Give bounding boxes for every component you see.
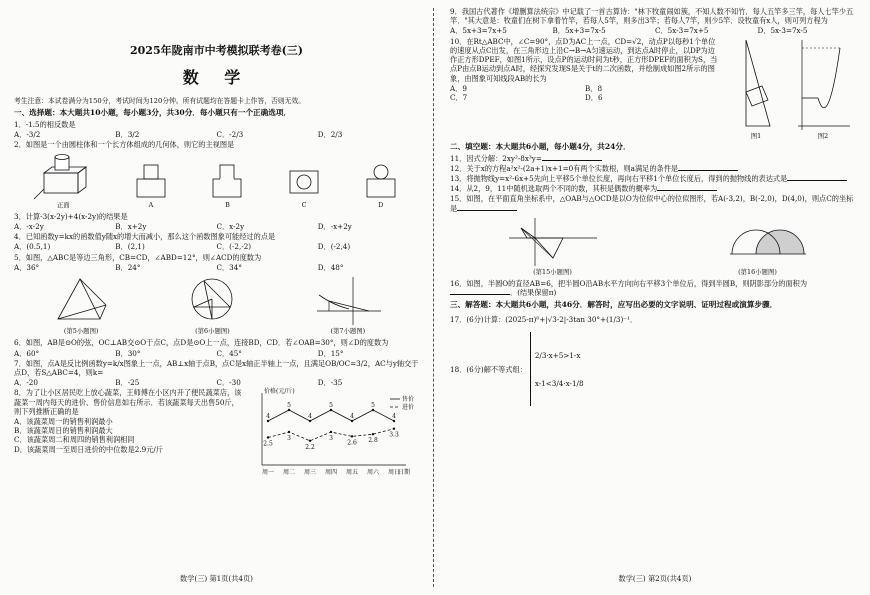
q2-option-c-figure xyxy=(284,161,324,209)
x-tick-label: 周一 xyxy=(261,469,275,477)
q15-figure xyxy=(505,216,601,276)
q18-system xyxy=(530,332,584,406)
notice: 考生注意：本试卷满分为150分，考试时间为120分钟。所有试题均在答题卡上作答，否则无效。 xyxy=(14,96,306,105)
data-label: 3.3 xyxy=(389,432,399,440)
q11-blank xyxy=(542,154,602,161)
x-tick-label: 周六 xyxy=(366,469,380,477)
q2-solid-figure xyxy=(32,153,94,209)
question-2: 2．如图是一个由圆柱体和一个长方体组成的几何体，则它的主视图是 xyxy=(14,140,235,150)
data-point xyxy=(393,428,395,430)
q9-option-b: B．5x+3=7x-5 xyxy=(552,26,606,36)
x-tick-label: 周五 xyxy=(345,469,359,477)
q10-text-block xyxy=(450,36,720,140)
q5-option-b: B．24° xyxy=(115,262,141,272)
q16-caption: (第16小题图) xyxy=(738,267,777,276)
q18-line-2: x-1<3/4·x-1/8 xyxy=(534,378,584,388)
q10-option-d: D．6 xyxy=(585,92,603,102)
q2-label-d: D xyxy=(378,200,384,209)
q8-option-c: C．该蔬菜周二和周四的销售利润相同 xyxy=(14,435,135,445)
series-line-0 xyxy=(268,410,394,421)
data-label: 2.6 xyxy=(347,439,357,447)
q10-figure-1 xyxy=(726,36,786,140)
q1-options xyxy=(14,130,419,139)
data-point xyxy=(267,437,269,439)
q8-text-block xyxy=(14,387,244,479)
question-12 xyxy=(450,164,860,173)
q15-caption: (第15小题图) xyxy=(533,267,572,276)
question-8: 8．为了让小区居民吃上放心蔬菜，王师傅在小区内开了便民蔬菜店，该蔬菜一周内每天的进价、售价信息如右所示．若该蔬菜每天出售50斤，则下列推断正确的是 xyxy=(14,388,242,416)
q16-tail: ．(结果保留π) xyxy=(510,288,557,298)
page-divider xyxy=(433,8,434,587)
q6-option-c: C．45° xyxy=(216,348,242,358)
data-label: 4 xyxy=(266,413,270,421)
q4-options xyxy=(14,242,419,251)
data-point xyxy=(351,436,353,438)
q9-option-c: C．5x-3=7x+5 xyxy=(655,26,709,36)
data-point xyxy=(309,420,311,422)
q5-figure xyxy=(50,275,112,335)
q3-option-c: C．x-2y xyxy=(216,222,245,232)
q11-text: 11．因式分解：2xy²-8x³y= xyxy=(450,153,542,163)
question-18 xyxy=(450,332,860,406)
q15-blank xyxy=(457,204,517,211)
y-axis-label: 价格(元/斤) xyxy=(264,388,295,396)
q1-option-b: B．3/2 xyxy=(115,130,140,140)
price-chart-svg xyxy=(244,387,414,479)
q10-fig2-caption: 图2 xyxy=(817,131,829,140)
page-1 xyxy=(14,6,419,591)
q18-line-1: 2/3·x+5>1-x xyxy=(534,350,581,360)
x-tick-label: 周日 xyxy=(387,469,401,477)
question-10: 10．在Rt△ABC中，∠C=90°，点D为AC上一点，CD=√2，动点P以每秒1个单位的速度从点C出发，在三角形边上沿C→B→A匀速运动，到达点A时停止，以DP为边作正方形DPEF，如图1所示，设点P的运动时间为t秒，正方形DPEF的面积为S，当点P由点B运动到点A时，经探究发现S是关于t的二次函数，并绘制成如图2所示的图象，由图象可知线段AB的长为 xyxy=(450,36,718,83)
question-13 xyxy=(450,174,860,183)
data-label: 3 xyxy=(287,435,291,443)
data-label: 5 xyxy=(371,402,375,410)
q9-option-d: D．5x-3=7x-5 xyxy=(757,26,808,36)
q15-q16-figures xyxy=(450,216,860,276)
q10-option-a: A．9 xyxy=(450,83,467,93)
q12-blank xyxy=(678,164,738,171)
data-point xyxy=(288,431,290,433)
q10-option-b: B．8 xyxy=(585,83,603,93)
question-5: 5．如图，△ABC是等边三角形，CB=CD，∠ABD=12°，则∠ACD的度数为 xyxy=(14,252,262,262)
q12-text: 12．关于x的方程a²x²-(2a+1)x+1=0有两个实数根，则a满足的条件是 xyxy=(450,163,679,173)
q14-blank xyxy=(657,184,717,191)
question-17: 17．(6分)计算：(2025-π)⁰+|√3-2|-3tan 30°+(1/3)⁻¹． xyxy=(450,315,638,325)
q10-options-row2 xyxy=(450,93,720,102)
data-label: 5 xyxy=(287,402,291,410)
page-1-footer: 数学(三) 第1页(共4页) xyxy=(180,573,253,583)
legend-label: 进价 xyxy=(402,404,414,412)
question-6: 6．如图，AB是⊙O的弦，OC⊥AB交⊙O于点C，点D是⊙O上一点，连接BD，CD．若∠OAB=30°，则∠D的度数为 xyxy=(14,338,389,348)
q2-option-d-figure xyxy=(361,161,401,209)
q2-label-b: B xyxy=(225,200,230,209)
q4-option-a: A．(0.5,1) xyxy=(14,242,51,252)
q5-q7-figures xyxy=(14,275,419,335)
q10-option-c: C．7 xyxy=(450,92,468,102)
data-label: 4 xyxy=(350,413,354,421)
q5-options xyxy=(14,263,419,272)
data-point xyxy=(330,431,332,433)
data-point xyxy=(267,420,269,422)
q6-option-b: B．30° xyxy=(115,348,141,358)
section-1-heading: 一、选择题：本大题共10小题，每小题3分，共30分．每小题只有一个正确选项． xyxy=(14,108,292,118)
data-point xyxy=(330,409,332,411)
q15-text: 15．如图，在平面直角坐标系中，△OAB与△OCD是以O为位似中心的位似图形，若A(-3,2)，B(-2,0)，D(4,0)，则点C的坐标是 xyxy=(450,194,854,213)
q8-block xyxy=(14,387,419,479)
q7-figure xyxy=(313,275,383,335)
q3-options xyxy=(14,222,419,231)
section-2-heading: 二、填空题：本大题共6小题，每小题4分，共24分． xyxy=(450,141,631,151)
q16-text: 16．如图，半圆O的直径AB=6，把半圆O沿AB水平方向向右平移3个单位后，得到半圆B，则阴影部分的面积为 xyxy=(450,279,808,289)
q8-option-b: B．该蔬菜周日的销售利润最大 xyxy=(14,426,113,436)
q6-option-d: D．15° xyxy=(317,348,344,358)
question-4: 4．已知函数y=kx的函数值y随x的增大而减小，那么这个函数图象可能经过的点是 xyxy=(14,232,276,242)
q3-option-d: D．-x+2y xyxy=(317,222,352,232)
q8-option-a: A．该蔬菜周一的销售利润最小 xyxy=(14,417,113,427)
q7-option-c: C．-30 xyxy=(216,378,241,388)
data-point xyxy=(309,440,311,442)
q7-caption: (第7小题图) xyxy=(330,327,366,336)
data-label: 3 xyxy=(329,435,333,443)
data-point xyxy=(288,409,290,411)
question-1: 1．-1.5的相反数是 xyxy=(14,119,76,129)
data-label: 4 xyxy=(308,413,312,421)
question-14 xyxy=(450,184,860,193)
q6-option-a: A．60° xyxy=(14,348,40,358)
q18-text: 18．(6分)解不等式组： xyxy=(450,364,527,374)
q2-label-a: A xyxy=(148,200,154,209)
question-9: 9．我国古代著作《增删算法统宗》中记载了一首古算诗："林下牧童闹如簇，不知人数不知竹．每人五竿多三竿，每人七竿少五竿．"其大意是：牧童们在树下拿着竹竿，若每人5竿，则多出3竿；若每人7竿，则少5竿．设牧童有x人，则可列方程为 xyxy=(450,7,854,26)
data-label: 4 xyxy=(392,413,396,421)
x-tick-label: 周四 xyxy=(324,469,338,477)
q2-figures xyxy=(14,153,419,209)
data-label: 5 xyxy=(329,402,333,410)
data-label: 2.8 xyxy=(368,437,378,445)
q8-option-d: D．该蔬菜周一至周日进价的中位数是2.9元/斤 xyxy=(14,444,163,454)
price-chart xyxy=(244,387,414,479)
q4-option-d: D．(-2,4) xyxy=(317,242,351,252)
data-label: 2.5 xyxy=(263,440,273,448)
q5-option-d: D．48° xyxy=(317,262,344,272)
q2-option-a-figure xyxy=(131,161,171,209)
question-11 xyxy=(450,154,860,163)
q1-option-a: A．-3/2 xyxy=(14,130,41,140)
q10-block xyxy=(450,36,860,140)
q7-option-a: A．-20 xyxy=(14,378,38,388)
page-2 xyxy=(450,6,860,591)
q6-options xyxy=(14,349,419,358)
question-3: 3．计算-3(x-2y)+4(x-2y)的结果是 xyxy=(14,211,128,221)
q16-blank xyxy=(450,288,510,295)
q1-option-c: C．-2/3 xyxy=(216,130,244,140)
page-2-footer: 数学(三) 第2页(共4页) xyxy=(618,573,692,583)
q2-label-front: 正面 xyxy=(56,200,70,209)
data-label: 2.2 xyxy=(305,444,315,452)
x-tick-label: 周二 xyxy=(282,469,296,477)
section-3-heading: 三、解答题：本大题共6小题，共46分．解答时，应写出必要的文字说明、证明过程或演算步骤． xyxy=(450,299,778,309)
q16-figure xyxy=(710,216,806,276)
q3-option-a: A．-x-2y xyxy=(14,222,44,232)
q10-options-row1 xyxy=(450,84,720,93)
q5-option-a: A．36° xyxy=(14,262,40,272)
q10-fig1-caption: 图1 xyxy=(750,131,762,140)
data-point xyxy=(393,420,395,422)
question-15 xyxy=(450,194,860,212)
q4-option-c: C．(-2,-2) xyxy=(216,242,252,252)
q14-text: 14．从2，9，11中随机选取两个不同的数，其积是偶数的概率为 xyxy=(450,184,658,194)
q9-option-a: A．5x+3=7x+5 xyxy=(450,26,507,36)
question-16 xyxy=(450,279,860,297)
q7-options xyxy=(14,378,419,387)
q13-blank xyxy=(787,174,847,181)
x-axis-label: 日期 xyxy=(398,469,411,477)
q7-option-d: D．-35 xyxy=(317,378,343,388)
q3-option-b: B．x+2y xyxy=(115,222,147,232)
question-7: 7．如图，点A是反比例函数y=k/x图象上一点，AB⊥x轴于点B，点C是x轴正半轴上一点，且满足OB/OC=3/2，AC与y轴交于点D，若S△ABC=4，则k= xyxy=(14,358,419,377)
legend-label: 售价 xyxy=(402,396,414,404)
q2-label-c: C xyxy=(301,200,307,209)
subject-title: 数 学 xyxy=(182,68,251,88)
q10-figure-2 xyxy=(792,36,854,140)
q7-option-b: B．-25 xyxy=(115,378,140,388)
data-point xyxy=(372,409,374,411)
q6-caption: (第6小题图) xyxy=(195,327,230,336)
q5-option-c: C．34° xyxy=(216,262,242,272)
q4-option-b: B．(2,1) xyxy=(115,242,145,252)
q5-caption: (第5小题图) xyxy=(63,327,99,336)
x-tick-label: 周三 xyxy=(303,469,317,477)
data-point xyxy=(372,433,374,435)
exam-title: 2025年陇南市中考模拟联考卷(三) xyxy=(129,44,304,57)
q9-options xyxy=(450,26,860,35)
q6-figure xyxy=(184,275,240,335)
q2-option-b-figure xyxy=(207,161,247,209)
q13-text: 13．将抛物线y=x²-6x+5先向上平移5个单位长度，再向右平移1个单位长度后，得到的抛物线的表达式是 xyxy=(450,174,788,183)
q1-option-d: D．2/3 xyxy=(317,130,343,140)
data-point xyxy=(351,420,353,422)
